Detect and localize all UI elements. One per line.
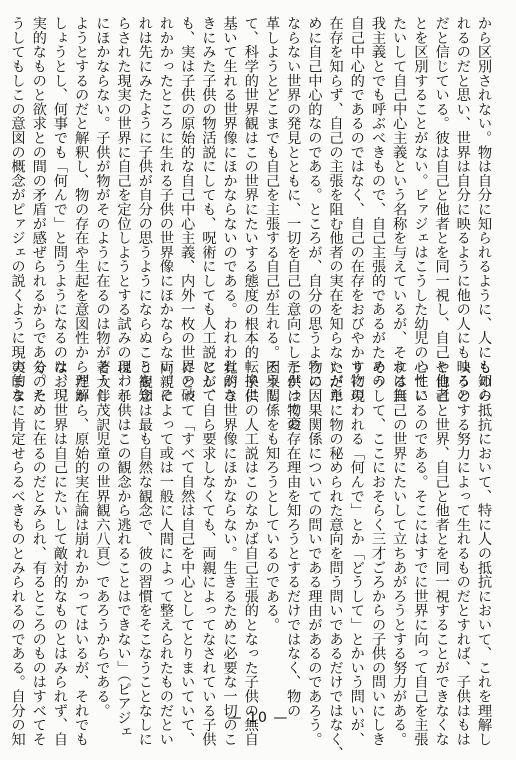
lower-text-block: ものの抵抗において、特に人の抵抗において、これを理解し ょうとする努力によって生れるものだとすれば、子供はもは や自己と世界、自己と他者とを同一視することができなくな っているのである。そこにはすでに世界に向って自己を主張 する自己の世界にたいして立ちあがろうとする努力がある。 そうして、ここにおそらく三才ごろからの子供の問いにしき りに現われる「何んで」とか「どうして」とかいう問いが、 ただ単に物の秘められた意向を問う問いであるだけではなく、 物の因果関係についての問いである理由があるのであろう。 子供は物の存在理由を知ろうとするだけではなく、物の 因果関係をも知ろうとしているのである。 子供の人工説はこのなかば自己主張的となった子供の無自 覚的な世界像にほかならない。生きるために必要な一切のこ とが、自ら要求しなくても、両親によってなされている子供 にとって「すべて自然は自己を中心としてとりまいていて、 両親によって或は一般に人間によって整えられたものだとい う観念は最も自然な観念で、彼の習慣をそこなうことなしに は、子供はこの観念から逃れることはできない」（ピアジェ 著大伴茂訳児童の世界観六八頁）であろうからである。 だから、原始的実在論は崩れかかってはいるが、それでも なお、世界は自己にたいして敵対的なものとはみられず、自 分のために在るのだとみられ、有るところのものはすべてそ のままに肯定せらるべきものとみられるのである。自分の知 bbox=[9, 360, 492, 760]
upper-text-block: から区別されない。物は自分に知られるように、人にも知ら れるのだと思い、世界は自分に映るように他の人にも映るの だと信じている。彼は自己と他者とを同一視し、自己と他者 とを区別することがない。ピァジェはこうした幼児の心性に たいして自己中心主義という名称を与えているが、それは無 我主義とでも呼ぶべきもので、自己主張的であるがための 自己中心的であるのではなく、自己の在存をおびやかす物の 在存を知らず、自己の主張を阻む他者の実在を知らないがた めに自己中心的なのである。ところが、自分の思うように ならない世界の発見とともに、一切を自己の意向にしたがって変 革しようとどこまでも自己を主張する自己が生れる。そうし て、科学的世界観はこの世界にたいする態度の根本的転換に 基いて生れる世界像にほかならないのである。われわれがさ きにみた子供の物活説にしても、呪術にしても人工説にして も、実は子供の原始的な自己中心主義、内外一枚の世界の破 れかかったところに生れる子供の世界像にほかならない。そ れは先にみたように子供が自分の思うようにならぬことを知 らされた現実の世界に自己を定位しようとする試みの現われ にほかならない。子供が物がそのように在るのは物がそうし ようとするのだと解釈し、物の存在や生起を意図性から理解 しょうとし、何事でも「何んで」と問うようになるのは、現 実的なものと欲求との間の矛盾が感ぜられるからである。そ うしてもしこの意図の概念がピァジェの説くように現実的な bbox=[9, 16, 492, 431]
page-number: — 10 — bbox=[227, 710, 289, 726]
